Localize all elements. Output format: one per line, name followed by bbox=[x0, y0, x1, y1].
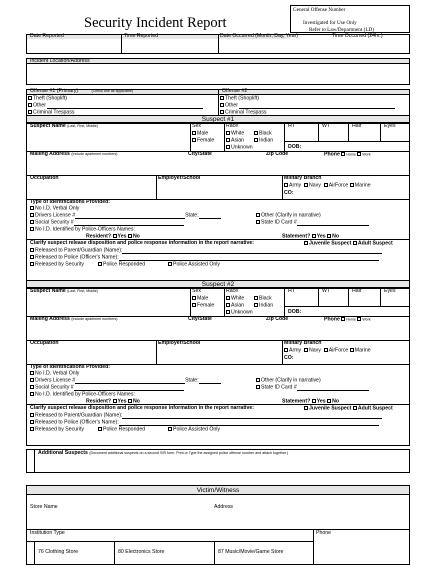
suspect-2-city-state: City/State bbox=[188, 316, 212, 322]
checkbox-icon bbox=[350, 183, 354, 187]
suspect-1-co: CO: bbox=[284, 190, 294, 196]
suspect-2-heading: Suspect #2 bbox=[26, 280, 410, 288]
suspect-1-race-black[interactable]: Black bbox=[254, 131, 272, 137]
checkbox-icon bbox=[192, 131, 196, 135]
checkbox-icon bbox=[312, 399, 316, 403]
checkbox-icon bbox=[30, 413, 34, 417]
suspect-2-race-unknown[interactable]: Unknown bbox=[226, 310, 253, 316]
checkbox-icon bbox=[304, 406, 308, 410]
offense1-label: Offense #1 (Primary) (Check one as applicable) bbox=[30, 88, 134, 94]
suspect-1-resident[interactable]: Resident? Yes No bbox=[86, 233, 140, 240]
suspect-2-state-id[interactable]: State ID Card # bbox=[256, 385, 369, 391]
phone-label: Phone bbox=[316, 530, 332, 536]
option-clothing-store[interactable]: 76 Clothing Store bbox=[38, 549, 79, 555]
checkbox-icon bbox=[226, 303, 230, 307]
checkbox-icon bbox=[312, 234, 316, 238]
offense1-other[interactable]: Other bbox=[28, 103, 203, 109]
suspect-2-ht: HT bbox=[288, 288, 295, 294]
suspect-2-mailing-label: Mailing Address (Include apartment numbers) bbox=[30, 316, 118, 322]
suspect-1-released-police[interactable]: Released to Police (Officer's Name): bbox=[30, 255, 379, 261]
checkbox-icon bbox=[30, 371, 34, 375]
checkbox-icon bbox=[30, 220, 34, 224]
checkbox-icon bbox=[98, 262, 102, 266]
suspect-1-sex-female[interactable]: Female bbox=[192, 138, 214, 144]
checkbox-icon bbox=[226, 310, 230, 314]
offense2-trespass[interactable]: Criminal Trespass bbox=[220, 110, 267, 116]
date-occurred-label: Date Occurred (Month, Day, Year) bbox=[220, 33, 299, 39]
offense1-theft[interactable]: Theft (Shoplift) bbox=[28, 96, 67, 102]
checkbox-icon bbox=[192, 138, 196, 142]
suspect-1-dob: DOB: bbox=[288, 144, 302, 150]
suspect-1-released-security[interactable]: Released by Security bbox=[30, 262, 84, 268]
suspect-2-sex-female[interactable]: Female bbox=[192, 303, 214, 309]
checkbox-icon bbox=[168, 427, 172, 431]
checkbox-icon bbox=[226, 131, 230, 135]
suspect-2-id-verbal[interactable]: No I.D. Verbal Only bbox=[30, 371, 79, 377]
suspect-1-phone: Phone Home Work bbox=[324, 151, 371, 158]
checkbox-icon bbox=[304, 348, 308, 352]
offense2-other[interactable]: Other bbox=[220, 103, 395, 109]
checkbox-icon bbox=[226, 145, 230, 149]
checkbox-icon bbox=[30, 227, 34, 231]
suspect-1-id-police[interactable]: No I.D. Identified by Police-Officers Names: bbox=[30, 227, 135, 233]
suspect-1-name-label: Suspect Name (Last, First, Middle) bbox=[30, 123, 98, 129]
checkbox-icon bbox=[327, 234, 331, 238]
suspect-1-id-verbal[interactable]: No I.D. Verbal Only bbox=[30, 206, 79, 212]
suspect-2-id-ssn[interactable]: Social Security # bbox=[30, 385, 184, 391]
checkbox-icon bbox=[284, 183, 288, 187]
checkbox-icon bbox=[357, 152, 361, 156]
checkbox-icon bbox=[284, 348, 288, 352]
checkbox-icon bbox=[220, 110, 224, 114]
checkbox-icon bbox=[30, 262, 34, 266]
checkbox-icon bbox=[350, 348, 354, 352]
checkbox-icon bbox=[226, 296, 230, 300]
suspect-2-id-police[interactable]: No I.D. Identified by Police-Officers Names: bbox=[30, 392, 135, 398]
checkbox-icon bbox=[304, 183, 308, 187]
suspect-2-hair: Hair bbox=[352, 288, 362, 294]
suspect-1-id-types: Type of Identifications Provided: bbox=[30, 199, 111, 205]
suspect-1-juvenile[interactable]: Juvenile Suspect Adult Suspect bbox=[304, 241, 393, 247]
suspect-1-military-options[interactable]: Army Navy AirForce Marine bbox=[284, 183, 371, 189]
suspect-1-police-assisted[interactable]: Police Assisted Only bbox=[168, 262, 220, 268]
suspect-2-eyes: Eyes bbox=[384, 288, 396, 294]
checkbox-icon bbox=[256, 220, 260, 224]
institution-type-label: Institution Type bbox=[30, 530, 65, 536]
general-offense-number-box[interactable] bbox=[290, 5, 410, 33]
checkbox-icon bbox=[256, 385, 260, 389]
suspect-2-sex-male[interactable]: Male bbox=[192, 296, 208, 302]
checkbox-icon bbox=[324, 183, 328, 187]
suspect-2-race-indian[interactable]: Indian bbox=[254, 303, 273, 309]
checkbox-icon bbox=[341, 317, 345, 321]
checkbox-icon bbox=[28, 103, 32, 107]
suspect-2-military: Military Branch bbox=[284, 340, 322, 346]
time-reported-label: Time Reported bbox=[124, 33, 159, 39]
suspect-1-id-ssn[interactable]: Social Security # bbox=[30, 220, 184, 226]
checkbox-icon bbox=[256, 213, 260, 217]
suspect-2-phone: Phone Home Work bbox=[324, 316, 371, 323]
suspect-1-section bbox=[26, 115, 410, 280]
checkbox-icon bbox=[357, 317, 361, 321]
suspect-2-clarify: Clarify suspect release disposition and police response information in the report narrative: bbox=[30, 405, 254, 411]
suspect-2-race-asian[interactable]: Asian bbox=[226, 303, 244, 309]
checkbox-icon bbox=[113, 234, 117, 238]
suspect-2-released-police[interactable]: Released to Police (Officer's Name): bbox=[30, 420, 379, 426]
checkbox-icon bbox=[254, 296, 258, 300]
checkbox-icon bbox=[304, 241, 308, 245]
date-reported-label: Date Reported bbox=[30, 33, 64, 39]
report-page bbox=[26, 5, 410, 565]
checkbox-icon bbox=[353, 241, 357, 245]
suspect-2-police-responded[interactable]: Police Responded bbox=[98, 427, 145, 433]
offense2-theft[interactable]: Theft (Shoplift) bbox=[220, 96, 259, 102]
checkbox-icon bbox=[192, 296, 196, 300]
suspect-2-released-parent[interactable]: Released to Parent/Guardian (Name): bbox=[30, 413, 382, 419]
checkbox-icon bbox=[128, 399, 132, 403]
suspect-1-hair: Hair bbox=[352, 123, 362, 129]
suspect-1-mailing-label: Mailing Address (Include apartment numbers) bbox=[30, 151, 118, 157]
victim-witness-heading: Victim/Witness bbox=[26, 485, 410, 495]
checkbox-icon bbox=[256, 378, 260, 382]
offense1-trespass[interactable]: Criminal Trespass bbox=[28, 110, 75, 116]
time-occurred-label: Time Occurred (24hr.) bbox=[332, 33, 383, 39]
checkbox-icon bbox=[341, 152, 345, 156]
suspect-2-id-other[interactable]: Other (Clarify in narrative) bbox=[256, 378, 321, 384]
checkbox-icon bbox=[98, 427, 102, 431]
suspect-1-heading: Suspect #1 bbox=[26, 115, 410, 123]
suspect-2-zip: Zip Code bbox=[266, 316, 289, 322]
date-reported-field[interactable] bbox=[27, 40, 120, 53]
checkbox-icon bbox=[168, 262, 172, 266]
suspect-2-sex-label: Sex bbox=[192, 288, 201, 294]
checkbox-icon bbox=[128, 234, 132, 238]
store-name-label: Store Name bbox=[30, 504, 58, 510]
suspect-1-state-id[interactable]: State ID Card # bbox=[256, 220, 369, 226]
checkbox-icon bbox=[226, 138, 230, 142]
checkbox-icon bbox=[30, 385, 34, 389]
additional-suspects-label: Additional Suspects (Document additional suspects on a second SIR form. Print or Type the assigned police offense number and attach together.) bbox=[38, 450, 289, 456]
suspect-1-clarify: Clarify suspect release disposition and police response information in the report narrative: bbox=[30, 240, 254, 246]
suspect-2-juvenile[interactable]: Juvenile Suspect Adult Suspect bbox=[304, 406, 393, 412]
checkbox-icon bbox=[254, 138, 258, 142]
suspect-1-ht: HT bbox=[288, 123, 295, 129]
address-label: Address bbox=[214, 504, 234, 510]
suspect-1-wt: WT bbox=[322, 123, 331, 129]
suspect-1-race-label: Race bbox=[226, 123, 239, 129]
general-offense-number-label: General Offense Number bbox=[293, 7, 346, 13]
report-title: Security Incident Report bbox=[84, 15, 227, 31]
suspect-2-section bbox=[26, 280, 410, 445]
suspect-2-statement[interactable]: Statement? Yes No bbox=[282, 398, 340, 405]
checkbox-icon bbox=[220, 96, 224, 100]
suspect-1-sex-label: Sex bbox=[192, 123, 201, 129]
option-electronics-store[interactable]: 80 Electronics Store bbox=[118, 549, 165, 555]
suspect-1-sex-male[interactable]: Male bbox=[192, 131, 208, 137]
checkbox-icon bbox=[30, 213, 34, 217]
suspect-2-race-white[interactable]: White bbox=[226, 296, 244, 302]
suspect-2-released-security[interactable]: Released by Security bbox=[30, 427, 84, 433]
checkbox-icon bbox=[327, 399, 331, 403]
offense2-label: Offense #2 bbox=[222, 88, 248, 94]
checkbox-icon bbox=[324, 348, 328, 352]
suspect-1-race-indian[interactable]: Indian bbox=[254, 138, 273, 144]
checkbox-icon bbox=[220, 103, 224, 107]
suspect-1-id-other[interactable]: Other (Clarify in narrative) bbox=[256, 213, 321, 219]
checkbox-icon bbox=[30, 255, 34, 259]
suspect-2-military-options[interactable]: Army Navy AirForce Marine bbox=[284, 348, 371, 354]
suspect-1-race-asian[interactable]: Asian bbox=[226, 138, 244, 144]
option-music-movie-game-store[interactable]: 87 Music/Movie/Game Store bbox=[218, 549, 284, 555]
suspect-1-race-white[interactable]: White bbox=[226, 131, 244, 137]
suspect-1-zip: Zip Code bbox=[266, 151, 289, 157]
suspect-2-dob: DOB: bbox=[288, 309, 302, 315]
suspect-1-race-unknown[interactable]: Unknown bbox=[226, 145, 253, 151]
police-use-line-2: Refer to Law/Department (LD) bbox=[309, 27, 374, 33]
suspect-2-name-label: Suspect Name (Last, First, Middle) bbox=[30, 288, 98, 294]
suspect-1-eyes: Eyes bbox=[384, 123, 396, 129]
checkbox-icon bbox=[30, 248, 34, 252]
suspect-2-police-assisted[interactable]: Police Assisted Only bbox=[168, 427, 220, 433]
police-use-line-1: Investigated for Use Only bbox=[303, 20, 357, 26]
suspect-1-employer: Employer/School bbox=[158, 175, 201, 181]
checkbox-icon bbox=[30, 427, 34, 431]
checkbox-icon bbox=[28, 110, 32, 114]
suspect-1-military: Military Branch bbox=[284, 175, 322, 181]
suspect-2-resident[interactable]: Resident? Yes No bbox=[86, 398, 140, 405]
checkbox-icon bbox=[254, 303, 258, 307]
suspect-2-id-license[interactable]: Drivers License # State: bbox=[30, 378, 221, 384]
suspect-2-co: CO: bbox=[284, 355, 294, 361]
checkbox-icon bbox=[353, 406, 357, 410]
suspect-1-city-state: City/State bbox=[188, 151, 212, 157]
checkbox-icon bbox=[254, 131, 258, 135]
incident-location-label: Incident Location/Address bbox=[30, 58, 90, 64]
checkbox-icon bbox=[28, 96, 32, 100]
checkbox-icon bbox=[30, 378, 34, 382]
checkbox-icon bbox=[30, 206, 34, 210]
suspect-2-wt: WT bbox=[322, 288, 331, 294]
suspect-2-occupation: Occupation bbox=[30, 340, 59, 346]
suspect-1-occupation: Occupation bbox=[30, 175, 59, 181]
time-reported-field[interactable] bbox=[122, 40, 217, 53]
suspect-1-police-responded[interactable]: Police Responded bbox=[98, 262, 145, 268]
suspect-2-id-types: Type of Identifications Provided: bbox=[30, 364, 111, 370]
suspect-1-id-license[interactable]: Drivers License # State: bbox=[30, 213, 221, 219]
checkbox-icon bbox=[192, 303, 196, 307]
suspect-1-statement[interactable]: Statement? Yes No bbox=[282, 233, 340, 240]
suspect-2-employer: Employer/School bbox=[158, 340, 201, 346]
suspect-2-race-label: Race bbox=[226, 288, 239, 294]
checkbox-icon bbox=[30, 420, 34, 424]
suspect-2-race-black[interactable]: Black bbox=[254, 296, 272, 302]
suspect-1-released-parent[interactable]: Released to Parent/Guardian (Name): bbox=[30, 248, 382, 254]
checkbox-icon bbox=[30, 392, 34, 396]
checkbox-icon bbox=[113, 399, 117, 403]
